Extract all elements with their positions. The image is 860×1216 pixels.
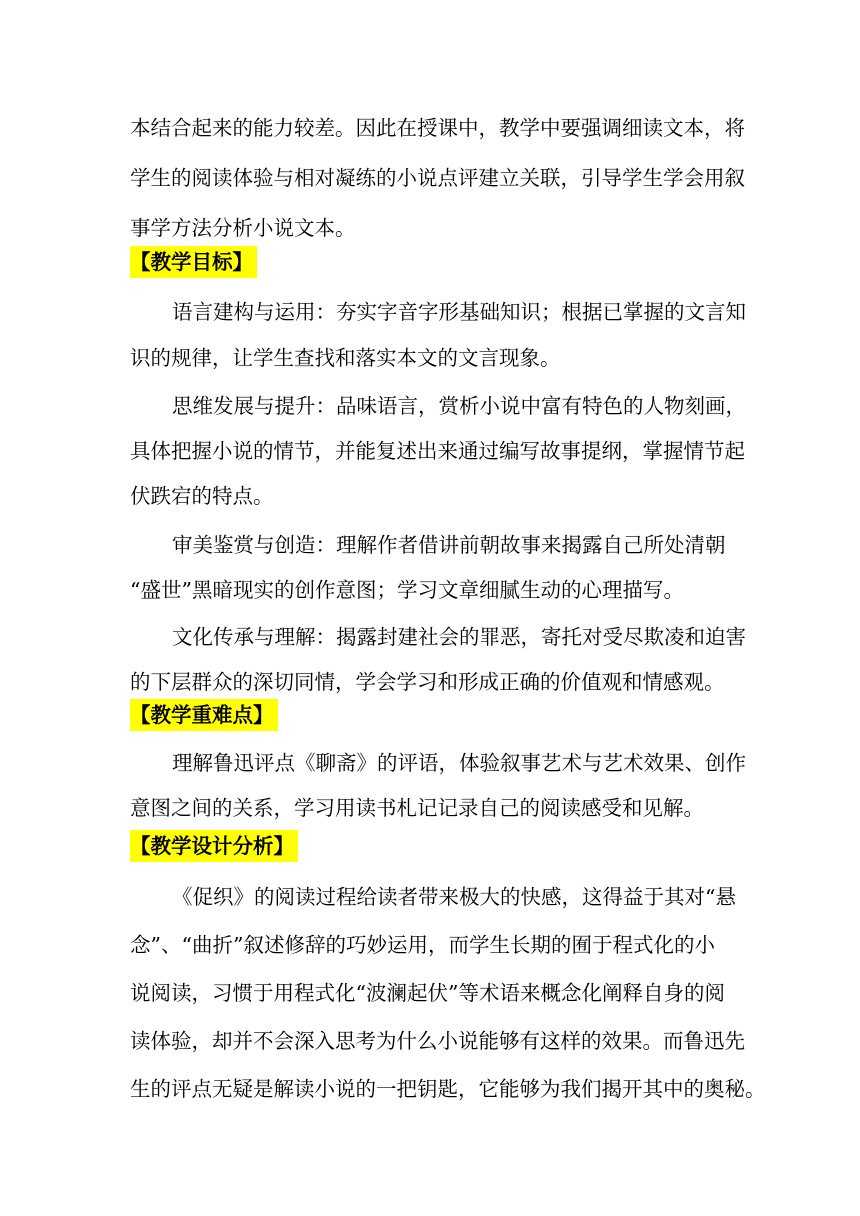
difficulty-line: 理解鲁迅评点《聊斋》的评语，体验叙事艺术与艺术效果、创作 bbox=[172, 751, 746, 775]
objective-line: 语言建构与运用：夯实字音字形基础知识；根据已掌握的文言知 bbox=[172, 300, 746, 324]
design-line: 念”、“曲折”叙述修辞的巧妙运用，而学生长期的囿于程式化的小 bbox=[130, 933, 715, 957]
design-line: 《促织》的阅读过程给读者带来极大的快感，这得益于其对“悬 bbox=[172, 885, 736, 909]
design-line: 生的评点无疑是解读小说的一把钥匙，它能够为我们揭开其中的奥秘。 bbox=[130, 1077, 766, 1101]
design-line: 读体验，却并不会深入思考为什么小说能够有这样的效果。而鲁迅先 bbox=[130, 1029, 745, 1053]
intro-line: 事学方法分析小说文本。 bbox=[130, 216, 356, 240]
objective-line: “盛世”黑暗现实的创作意图；学习文章细腻生动的心理描写。 bbox=[130, 578, 684, 602]
objective-line: 文化传承与理解：揭露封建社会的罪恶，寄托对受尽欺凌和迫害 bbox=[172, 625, 746, 649]
objective-line: 具体把握小说的情节，并能复述出来通过编写故事提纲，掌握情节起 bbox=[130, 439, 745, 463]
section-heading-objectives: 【教学目标】 bbox=[130, 246, 257, 278]
objective-line: 思维发展与提升：品味语言，赏析小说中富有特色的人物刻画， bbox=[172, 394, 746, 418]
objective-line: 审美鉴赏与创造：理解作者借讲前朝故事来揭露自己所处清朝 bbox=[172, 533, 726, 557]
design-line: 说阅读，习惯于用程式化“波澜起伏”等术语来概念化阐释自身的阅 bbox=[130, 981, 725, 1005]
objective-line: 的下层群众的深切同情，学会学习和形成正确的价值观和情感观。 bbox=[130, 670, 725, 694]
intro-line: 本结合起来的能力较差。因此在授课中，教学中要强调细读文本，将 bbox=[130, 116, 745, 140]
difficulty-line: 意图之间的关系，学习用读书札记记录自己的阅读感受和见解。 bbox=[130, 796, 704, 820]
objective-line: 伏跌宕的特点。 bbox=[130, 484, 274, 508]
section-heading-difficulties: 【教学重难点】 bbox=[130, 699, 278, 731]
section-heading-design: 【教学设计分析】 bbox=[130, 830, 298, 862]
objective-line: 识的规律，让学生查找和落实本文的文言现象。 bbox=[130, 346, 561, 370]
intro-line: 学生的阅读体验与相对凝练的小说点评建立关联，引导学生学会用叙 bbox=[130, 166, 745, 190]
